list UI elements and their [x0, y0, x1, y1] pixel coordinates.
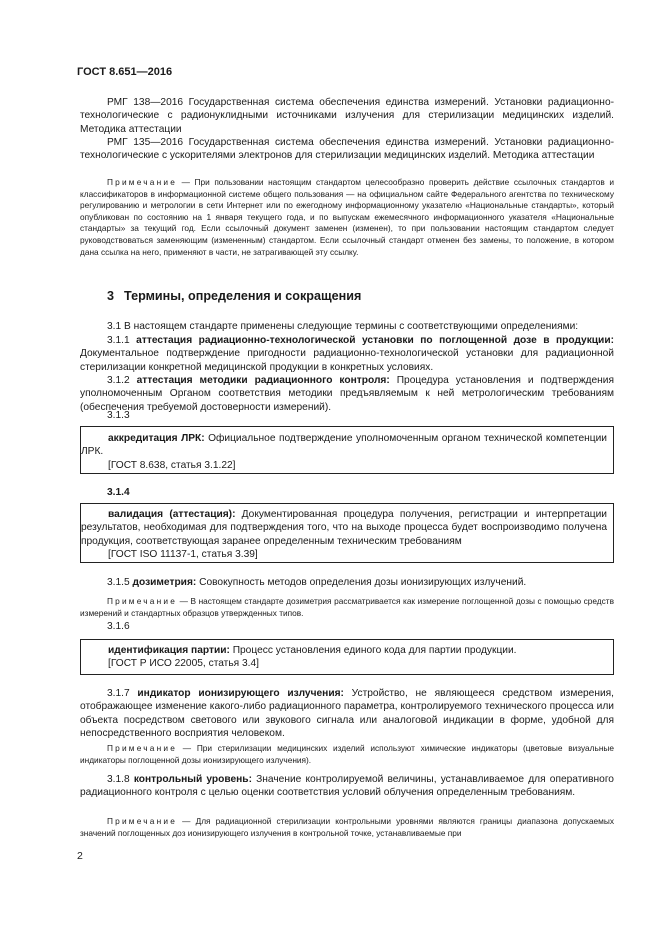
- reference-rmg-138: РМГ 138—2016 Государственная система обеспечения единства измерений. Установки радиационно-технологические с радионуклидными источниками излучения для стерилизации медицинских изделий. Методика аттестации: [80, 97, 614, 135]
- term-3-1-4-number: 3.1.4: [107, 487, 130, 498]
- document-header: ГОСТ 8.651—2016: [77, 66, 173, 78]
- term-3-1-2: [80, 374, 614, 414]
- term-source: [ГОСТ Р ИСО 22005, статья 3.4]: [108, 658, 259, 670]
- term-3-1-7: [80, 687, 614, 741]
- term-definition: Документальное подтверждение пригодности радиационно-технологической установки для радиационной стерилизации конкретной медицинской продукции в конкретных условиях.: [80, 348, 614, 373]
- term-number: 3.1.8: [107, 774, 130, 785]
- term-name: валидация (аттестация):: [108, 509, 236, 520]
- term-name: индикатор ионизирующего излучения:: [137, 688, 344, 699]
- term-3-1-1: [80, 334, 614, 374]
- section-number: 3: [107, 289, 115, 303]
- term-3-1-6-box: [80, 639, 614, 675]
- term-name: идентификация партии:: [108, 645, 230, 656]
- term-3-1-6-number: 3.1.6: [107, 621, 130, 632]
- term-definition: Совокупность методов определения дозы ионизирующих излучений.: [196, 577, 527, 588]
- term-source: [ГОСТ 8.638, статья 3.1.22]: [108, 459, 236, 471]
- note-text: — При пользовании настоящим стандартом целесообразно проверить действие ссылочных стандартов и классификаторов в информационной системе общего пользования — на официальном сайте Федерального агентства по техническому регулированию и метрологии в сети Интернет или по ежегодному информационному указателю «Национальные стандарты», который опубликован по состоянию на 1 января текущего года, и по выпускам ежемесячного информационного указателя «Национальные стандарты» за текущий год. Если ссылочный документ заменен (изменен), то при пользовании настоящим стандартом следует руководствоваться заменяющим (измененным) стандартом. Если ссылочный стандарт отменен без замены, то положение, в котором дана ссылка на него, применяют в части, не затрагивающей эту ссылку.: [80, 177, 614, 257]
- section-title: Термины, определения и сокращения: [124, 289, 362, 303]
- note-references: [80, 177, 614, 258]
- term-3-1-8: [80, 773, 614, 800]
- note-label: Примечание: [107, 743, 178, 753]
- note-label: Примечание: [107, 816, 178, 826]
- term-3-1-3-box: [80, 426, 614, 474]
- note-text: — При стерилизации медицинских изделий используют химические индикаторы (цветовые визуальные индикаторы поглощенной дозы ионизирующего излучения).: [80, 743, 614, 765]
- term-definition: Официальное подтверждение уполномоченным органом технической компетенции ЛРК.: [81, 433, 607, 458]
- term-name: дозиметрия:: [132, 577, 197, 588]
- term-3-1-5: [80, 576, 614, 589]
- term-definition: Процедура установления и подтверждения уполномоченным Органом соответствия методики предъявляемым к ней метрологическим требованиям (обеспечения требуемой достоверности измерений).: [80, 375, 614, 413]
- term-number: 3.1.7: [107, 688, 130, 699]
- term-3-1-4: [81, 508, 613, 548]
- note-text: — Для радиационной стерилизации контрольными уровнями являются границы диапазона допускаемых значений поглощенных доз ионизирующего излучения в контрольной точке, устанавливаемые при: [80, 816, 614, 838]
- note-label: Примечание: [107, 596, 178, 606]
- term-3-1-3-number: 3.1.3: [107, 410, 130, 421]
- term-definition: Документированная процедура получения, регистрации и интерпретации результатов, необходимая для подтверждения того, что на выходе процесса будет воспроизводимо получена продукция, соответствующая заранее определенным техническим требованиям: [81, 509, 607, 547]
- note-text: — В настоящем стандарте дозиметрия рассматривается как измерение поглощенной дозы с помощью средств измерений и стандартных образцов утвержденных типов.: [80, 596, 614, 618]
- term-definition: Устройство, не являющееся средством измерения, отображающее изменение какого-либо радиационного параметра, контролируемого технического процесса или объекта посредством светового или звукового сигнала или аналоговой индикации в форме, удобной для непосредственного восприятия человеком.: [80, 688, 614, 740]
- term-name: контрольный уровень:: [133, 774, 252, 785]
- term-definition: Процесс установления единого кода для партии продукции.: [229, 645, 517, 656]
- term-source: [ГОСТ ISO 11137-1, статья 3.39]: [108, 549, 258, 561]
- note-3-1-7: [80, 743, 614, 766]
- term-definition: Значение контролируемой величины, устанавливаемое для оперативного радиационного контроля с целью оценки соответствия условий облучения определенным требованиям.: [80, 774, 614, 799]
- note-label: Примечание: [107, 177, 178, 187]
- term-number: 3.1.2: [107, 375, 130, 386]
- note-3-1-8: [80, 816, 614, 839]
- term-name: аттестация методики радиационного контроля:: [136, 375, 390, 386]
- term-number: 3.1.5: [107, 577, 130, 588]
- term-3-1-6: [81, 644, 613, 657]
- term-name: аккредитация ЛРК:: [108, 433, 205, 444]
- term-3-1-3: [81, 432, 613, 459]
- note-3-1-5: [80, 596, 614, 619]
- page-number: 2: [77, 850, 83, 862]
- reference-rmg-135: РМГ 135—2016 Государственная система обеспечения единства измерений. Установки радиационно-технологические с ускорителями электронов для стерилизации медицинских изделий. Методика аттестации: [80, 137, 614, 162]
- section-heading: [107, 289, 361, 303]
- para-3-1: 3.1 В настоящем стандарте применены следующие термины с соответствующими определениями:: [107, 321, 579, 332]
- term-name: аттестация радиационно-технологической установки по поглощенной дозе в продукции:: [136, 335, 614, 346]
- term-3-1-4-box: [80, 503, 614, 563]
- term-number: 3.1.1: [107, 335, 130, 346]
